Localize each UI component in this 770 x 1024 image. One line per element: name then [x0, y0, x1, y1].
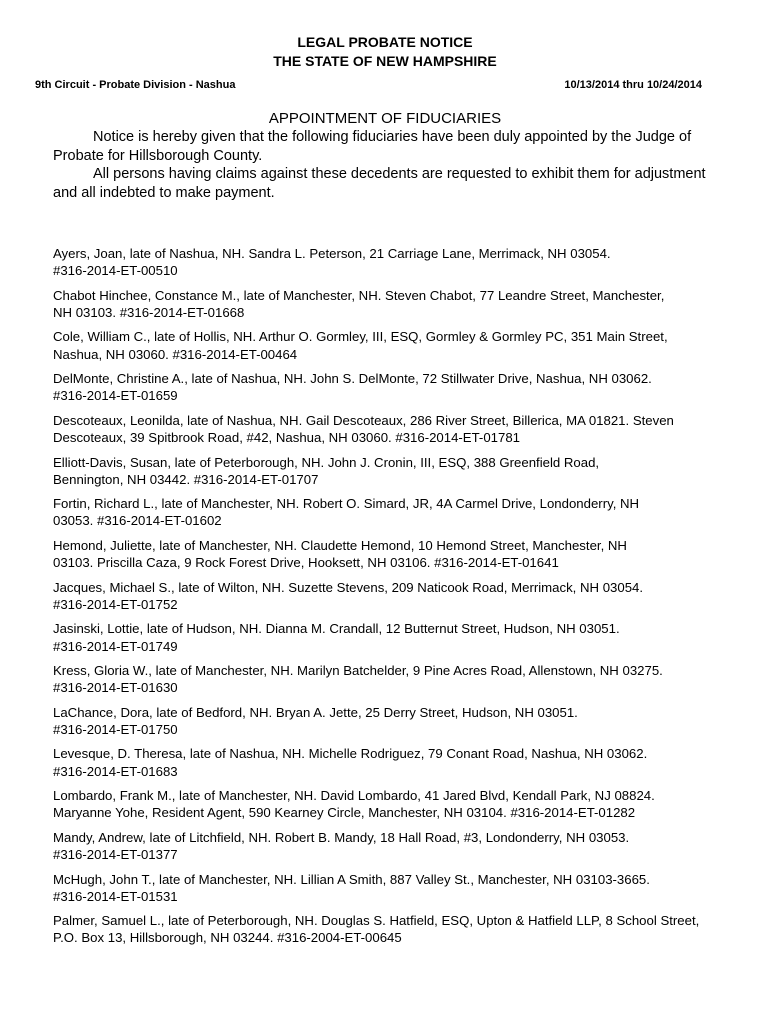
fiduciary-list: [53, 245, 753, 954]
fiduciary-entry: Hemond, Juliette, late of Manchester, NH. Claudette Hemond, 10 Hemond Street, Manchester, NH 03103. Priscilla Caza, 9 Rock Forest Drive, Hooksett, NH 03106. #316-2014-ET-01641: [53, 537, 627, 571]
fiduciary-entry: LaChance, Dora, late of Bedford, NH. Bryan A. Jette, 25 Derry Street, Hudson, NH 03051. #316-2014-ET-01750: [53, 704, 578, 737]
intro-text-2: All persons having claims against these decedents are requested to exhibit them for adjustment and all indebted to make payment.: [53, 166, 706, 201]
state-title: THE STATE OF NEW HAMPSHIRE: [273, 53, 497, 69]
fiduciary-entry: Kress, Gloria W., late of Manchester, NH. Marilyn Batchelder, 9 Pine Acres Road, Allenstown, NH 03275. #316-2014-ET-01630: [53, 663, 663, 696]
court-name: 9th Circuit - Probate Division - Nashua: [35, 79, 236, 91]
fiduciary-entry: Chabot Hinchee, Constance M., late of Manchester, NH. Steven Chabot, 77 Leandre Street, Manchester, NH 03103. #316-2014-ET-01668: [53, 287, 665, 320]
fiduciary-entry: Cole, William C., late of Hollis, NH. Arthur O. Gormley, III, ESQ, Gormley & Gormley PC, 351 Main Street, Nashua, NH 03060. #316-2014-ET-00464: [53, 329, 668, 362]
fiduciary-entry: Lombardo, Frank M., late of Manchester, NH. David Lombardo, 41 Jared Blvd, Kendall Park, NJ 08824. Maryanne Yohe, Resident Agent, 590 Kearney Circle, Manchester, NH 03104. #316-2014-ET-01282: [53, 788, 655, 821]
intro-paragraph-2: [53, 165, 733, 202]
fiduciary-entry: Mandy, Andrew, late of Litchfield, NH. Robert B. Mandy, 18 Hall Road, #3, Londonderry, NH 03053. #316-2014-ET-01377: [53, 829, 630, 863]
section-title: APPOINTMENT OF FIDUCIARIES: [268, 110, 502, 127]
fiduciary-entry: Ayers, Joan, late of Nashua, NH. Sandra L. Peterson, 21 Carriage Lane, Merrimack, NH 03054. #316-2014-ET-00510: [53, 246, 611, 279]
notice-title: LEGAL PROBATE NOTICE: [297, 34, 473, 50]
fiduciary-entry: Descoteaux, Leonilda, late of Nashua, NH. Gail Descoteaux, 286 River Street, Billerica, MA 01821. Steven Descoteaux, 39 Spitbrook Road, #42, Nashua, NH 03060. #316-2014-ET-01781: [53, 412, 674, 446]
fiduciary-entry: DelMonte, Christine A., late of Nashua, NH. John S. DelMonte, 72 Stillwater Drive, Nashua, NH 03062. #316-2014-ET-01659: [53, 371, 652, 404]
fiduciary-entry: McHugh, John T., late of Manchester, NH. Lillian A Smith, 887 Valley St., Manchester, NH 03103-3665. #316-2014-ET-01531: [53, 871, 650, 904]
intro-paragraph-1: [53, 128, 733, 165]
date-range: 10/13/2014 thru 10/24/2014: [564, 79, 702, 91]
fiduciary-entry: Jasinski, Lottie, late of Hudson, NH. Dianna M. Crandall, 12 Butternut Street, Hudson, NH 03051. #316-2014-ET-01749: [53, 621, 620, 654]
fiduciary-entry: Palmer, Samuel L., late of Peterborough, NH. Douglas S. Hatfield, ESQ, Upton & Hatfield LLP, 8 School Street, P.O. Box 13, Hillsborough, NH 03244. #316-2004-ET-00645: [53, 913, 700, 946]
fiduciary-entry: Elliott-Davis, Susan, late of Peterborough, NH. John J. Cronin, III, ESQ, 388 Greenfield Road, Bennington, NH 03442. #316-2014-ET-01707: [53, 454, 600, 487]
fiduciary-entry: Levesque, D. Theresa, late of Nashua, NH. Michelle Rodriguez, 79 Conant Road, Nashua, NH 03062. #316-2014-ET-01683: [53, 746, 648, 779]
intro-text-1: Notice is hereby given that the following fiduciaries have been duly appointed by the Judge of Probate for Hillsborough County.: [53, 129, 692, 164]
fiduciary-entry: Fortin, Richard L., late of Manchester, NH. Robert O. Simard, JR, 4A Carmel Drive, Londonderry, NH 03053. #316-2014-ET-01602: [53, 496, 640, 529]
fiduciary-entry: Jacques, Michael S., late of Wilton, NH. Suzette Stevens, 209 Naticook Road, Merrimack, NH 03054. #316-2014-ET-01752: [53, 579, 644, 612]
